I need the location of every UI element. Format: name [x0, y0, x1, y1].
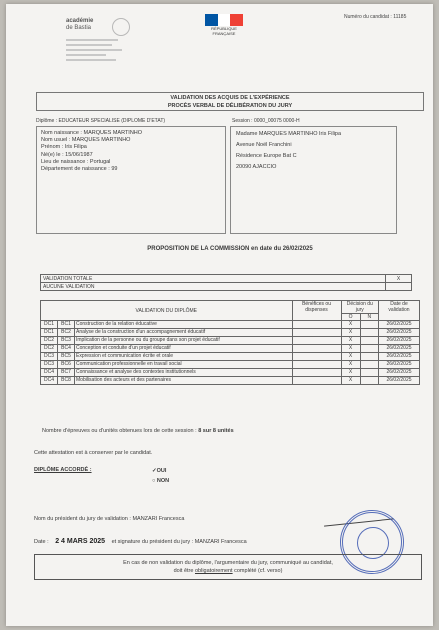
bc-cell: BC1 — [58, 321, 75, 329]
diplome-validation-table — [40, 300, 420, 385]
validation-summary-table — [40, 274, 412, 291]
competence-label: Construction de la relation éducative — [75, 321, 293, 329]
date-cell: 26/02/2025 — [379, 345, 420, 353]
validation-totale-label: VALIDATION TOTALE — [41, 275, 386, 283]
competence-label: Mobilisation des acteurs et des partenaires — [75, 377, 293, 385]
proposition-title: PROPOSITION DE LA COMMISSION en date du 26/02/2025 — [147, 246, 313, 252]
date-cell: 26/02/2025 — [379, 377, 420, 385]
academie-name: académie — [66, 18, 94, 24]
benefices-cell — [292, 337, 341, 345]
bc-cell: BC5 — [58, 353, 75, 361]
date-signature-line — [34, 538, 247, 545]
competence-label: Expression et communication écrite et orale — [75, 353, 293, 361]
non-option — [152, 478, 169, 484]
header-validation: VALIDATION DU DIPLÔME — [41, 301, 293, 321]
bc-cell: BC4 — [58, 345, 75, 353]
decision-oui-cell: X — [341, 377, 360, 385]
french-flag-icon — [205, 14, 243, 26]
republique-line-2: FRANÇAISE — [212, 31, 236, 36]
bc-cell: BC3 — [58, 337, 75, 345]
date-cell: 26/02/2025 — [379, 321, 420, 329]
nom-naissance: Nom naissance : MARQUES MARTINHO — [41, 130, 143, 136]
republique-line-1: RÉPUBLIQUE — [211, 26, 237, 31]
benefices-cell — [292, 321, 341, 329]
attestation-note: Cette attestation est à conserver par le candidat. — [34, 450, 153, 456]
diplome-label: Diplôme : EDUCATEUR SPECIALISE (DIPLOME D'ETAT) — [36, 118, 166, 124]
bc-cell: BC8 — [58, 377, 75, 385]
header-decision: Décision du jury — [341, 301, 378, 314]
decision-non-cell — [360, 353, 378, 361]
title-line-1: VALIDATION DES ACQUIS DE L'EXPÉRIENCE — [170, 95, 290, 101]
non-radio-icon: ○ — [152, 478, 157, 484]
address-street: Avenue Noël Franchini — [236, 142, 292, 148]
lieu-naissance: Lieu de naissance : Portugal — [41, 158, 111, 165]
signature-label: et signature du président du jury : MANZARI Francesca — [111, 539, 247, 545]
table-row — [41, 369, 420, 377]
header-date: Date de validation — [379, 301, 420, 321]
president-line: Nom du président du jury de validation : MANZARI Francesca — [34, 516, 185, 522]
candidate-identity-box — [36, 126, 226, 234]
header-benefices: Bénéfices ou dispenses — [292, 301, 341, 321]
footer-line-2-underlined: obligatoirement — [194, 568, 233, 574]
dc-cell: DC4 — [41, 377, 58, 385]
document-title — [36, 92, 424, 111]
validation-totale-mark: X — [386, 275, 412, 283]
decision-non-cell — [360, 345, 378, 353]
decision-non-cell — [360, 361, 378, 369]
decision-oui-cell: X — [341, 353, 360, 361]
table-row — [41, 321, 420, 329]
date-stamp-value: 2 4 MARS 2025 — [55, 538, 106, 545]
date-cell: 26/02/2025 — [379, 337, 420, 345]
table-row — [41, 329, 420, 337]
diplome-table-body — [41, 321, 420, 385]
academie-address-block — [66, 36, 126, 68]
dc-cell: DC4 — [41, 369, 58, 377]
competence-label: Conception et conduite d'un projet éducatif — [75, 345, 293, 353]
date-cell: 26/02/2025 — [379, 353, 420, 361]
date-label: Date : — [34, 539, 49, 545]
benefices-cell — [292, 377, 341, 385]
competence-label: Implication de la personne ou du groupe dans son projet éducatif — [75, 337, 293, 345]
academie-emblem-icon — [112, 18, 130, 36]
footer-line-1: En cas de non validation du diplôme, l'argumentaire du jury, communiqué au candidat, — [123, 560, 333, 566]
benefices-cell — [292, 329, 341, 337]
bc-cell: BC7 — [58, 369, 75, 377]
address-city: 20090 AJACCIO — [236, 164, 277, 170]
title-line-2: PROCÈS VERBAL DE DÉLIBÉRATION DU JURY — [167, 103, 293, 109]
decision-non-cell — [360, 369, 378, 377]
decision-oui-cell: X — [341, 345, 360, 353]
benefices-cell — [292, 345, 341, 353]
decision-non-cell — [360, 377, 378, 385]
table-row — [41, 275, 412, 283]
candidate-address-box — [230, 126, 397, 234]
table-row — [41, 353, 420, 361]
decision-oui-cell: X — [341, 329, 360, 337]
nb-epreuves-label: Nombre d'épreuves ou d'unités obtenues lors de cette session : — [42, 428, 197, 434]
dc-cell: DC2 — [41, 345, 58, 353]
prenom: Prénom : Iris Filipa — [41, 144, 87, 151]
dc-cell: DC3 — [41, 353, 58, 361]
date-cell: 26/02/2025 — [379, 329, 420, 337]
decision-oui-cell: X — [341, 361, 360, 369]
table-row — [41, 377, 420, 385]
bc-cell: BC6 — [58, 361, 75, 369]
dc-cell: DC1 — [41, 321, 58, 329]
decision-oui-cell: X — [341, 369, 360, 377]
nom-usuel: Nom usuel : MARQUES MARTINHO — [41, 137, 131, 144]
decision-oui-cell: X — [341, 337, 360, 345]
date-cell: 26/02/2025 — [379, 369, 420, 377]
identity-header — [36, 118, 424, 126]
footer-notice — [34, 554, 422, 580]
decision-non-cell — [360, 321, 378, 329]
dc-cell: DC3 — [41, 361, 58, 369]
benefices-cell — [292, 353, 341, 361]
table-row — [41, 361, 420, 369]
table-header-row — [41, 301, 420, 314]
footer-line-2-pre: doit être — [173, 568, 195, 574]
competence-label: Communication professionnelle en travail social — [75, 361, 293, 369]
numero-candidat: Numéro du candidat : 11185 — [344, 14, 407, 20]
oui-checkmark-icon: ✓ — [152, 468, 157, 474]
aucune-validation-mark — [386, 283, 412, 291]
competence-label: Connaissance et analyse des contextes institutionnels — [75, 369, 293, 377]
nb-epreuves-line — [42, 428, 234, 434]
diplome-accorde-label: DIPLÔME ACCORDÉ : — [34, 467, 92, 473]
decision-non-cell — [360, 329, 378, 337]
footer-line-2 — [35, 567, 421, 575]
oui-option — [152, 468, 166, 474]
decision-non-cell — [360, 337, 378, 345]
oui-label: OUI — [156, 468, 167, 474]
table-row — [41, 337, 420, 345]
header-oui: O — [341, 314, 360, 321]
departement-naissance: Département de naissance : 99 — [41, 166, 118, 173]
academie-city: de Bastia — [66, 25, 92, 31]
dc-cell: DC2 — [41, 337, 58, 345]
address-name: Madame MARQUES MARTINHO Iris Filipa — [236, 131, 342, 137]
nb-epreuves-value: 8 sur 8 unités — [198, 428, 234, 434]
address-residence: Résidence Europe Bat C — [236, 153, 297, 159]
academie-logo — [28, 16, 132, 76]
table-row — [41, 345, 420, 353]
benefices-cell — [292, 369, 341, 377]
non-label: NON — [156, 478, 170, 484]
decision-oui-cell: X — [341, 321, 360, 329]
header-non: N — [360, 314, 378, 321]
table-row — [41, 283, 412, 291]
bc-cell: BC2 — [58, 329, 75, 337]
footer-line-2-post: complété (cf. verso) — [232, 568, 283, 574]
republique-francaise-logo — [202, 14, 246, 38]
document-page — [6, 4, 433, 626]
aucune-validation-label: AUCUNE VALIDATION — [41, 283, 386, 291]
session-label: Session : 0000_00075 0000-H — [232, 118, 300, 124]
date-cell: 26/02/2025 — [379, 361, 420, 369]
date-naissance: Né(e) le : 15/06/1987 — [41, 151, 93, 158]
benefices-cell — [292, 361, 341, 369]
dc-cell: DC1 — [41, 329, 58, 337]
competence-label: Analyse de la construction d'un accompagnement éducatif — [75, 329, 293, 337]
